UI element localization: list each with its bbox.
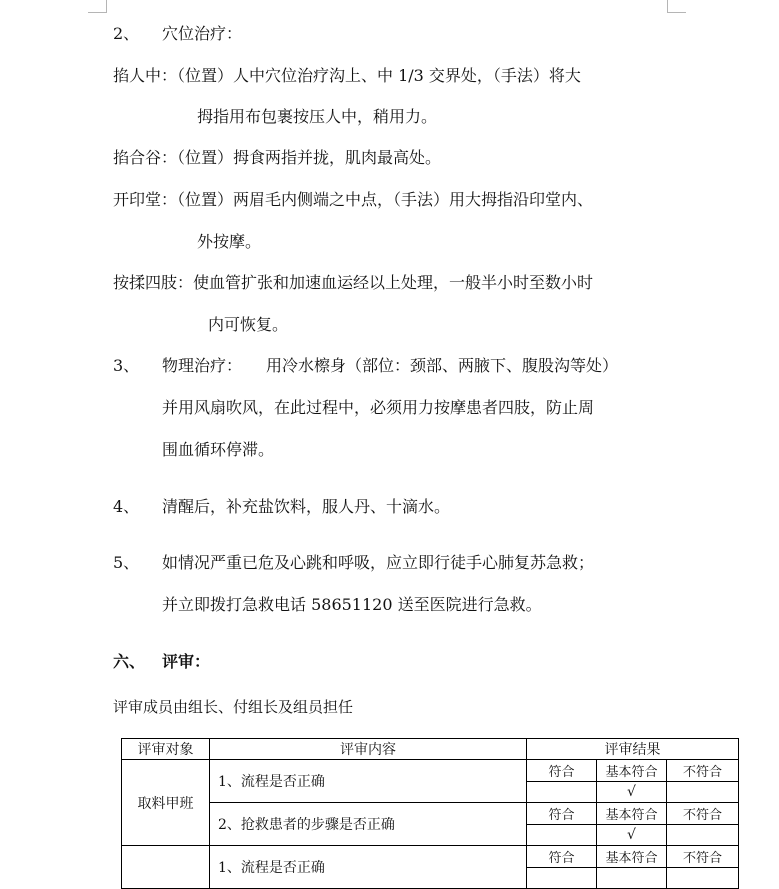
section-3-line-1: 物理治疗： 用冷水檫身（部位：颈部、两腋下、腹股沟等处）: [162, 356, 619, 375]
paragraph-yintang-2: 外按摩。: [197, 232, 262, 251]
mark-cell-basic: [597, 825, 667, 846]
mark-cell-basic: [597, 782, 667, 803]
heading-6-title: 评审：: [162, 652, 211, 671]
heading-6-number: 六、: [113, 652, 146, 671]
paragraph-renzhong-2: 拇指用布包裹按压人中，稍用力。: [197, 107, 438, 126]
section-4-number: 4、: [113, 497, 140, 516]
section-4-text: 清醒后，补充盐饮料，服人丹、十滴水。: [162, 497, 451, 516]
table-row: [122, 803, 739, 825]
check-mark: √: [627, 827, 636, 843]
review-table: [121, 738, 739, 889]
result-label-nonconform: 不符合: [667, 846, 739, 868]
check-mark: √: [627, 784, 636, 800]
object-cell-2: [122, 846, 210, 889]
mark-cell-nonconform: [667, 868, 739, 889]
result-label-nonconform: 不符合: [667, 760, 739, 782]
table-header-row: [122, 739, 739, 760]
result-label-conform: 符合: [527, 760, 597, 782]
paragraph-hegu: 掐合谷：（位置）拇食两指并拢，肌肉最高处。: [113, 148, 442, 167]
result-label-basic: 基本符合: [597, 846, 667, 868]
result-label-nonconform: 不符合: [667, 803, 739, 825]
mark-cell-nonconform: [667, 782, 739, 803]
section-3-number: 3、: [113, 356, 140, 375]
result-label-conform: 符合: [527, 803, 597, 825]
section-5-line-2: 并立即拨打急救电话 58651120 送至医院进行急救。: [162, 595, 542, 614]
section-5-line-1: 如情况严重已危及心跳和呼吸，应立即行徒手心肺复苏急救；: [162, 553, 595, 572]
page-corner-mark-right: [667, 0, 686, 13]
mark-cell-nonconform: [667, 825, 739, 846]
section-3-line-3: 围血循环停滞。: [162, 440, 275, 459]
paragraph-yintang-1: 开印堂：（位置）两眉毛内侧端之中点，（手法）用大拇指沿印堂内、: [113, 190, 594, 209]
table-row: [122, 846, 739, 868]
paragraph-renzhong-1: 掐人中：（位置）人中穴位治疗沟上、中 1/3 交界处，（手法）将大: [113, 66, 581, 85]
result-label-basic: 基本符合: [597, 803, 667, 825]
header-object: 评审对象: [122, 739, 210, 760]
result-label-conform: 符合: [527, 846, 597, 868]
object-cell: 取料甲班: [122, 760, 210, 846]
section-5-number: 5、: [113, 553, 140, 572]
paragraph-sizhi-2: 内可恢复。: [208, 315, 289, 334]
section-3-line-2: 并用风扇吹风，在此过程中，必须用力按摩患者四肢，防止周: [162, 398, 595, 417]
result-label-basic: 基本符合: [597, 760, 667, 782]
content-cell: 1、流程是否正确: [210, 846, 527, 889]
mark-cell-conform: [527, 868, 597, 889]
content-cell: 1、流程是否正确: [210, 760, 527, 803]
mark-cell-conform: [527, 825, 597, 846]
paragraph-sizhi-1: 按揉四肢：使血管扩张和加速血运经以上处理，一般半小时至数小时: [113, 273, 594, 292]
table-row: [122, 760, 739, 782]
review-note: 评审成员由组长、付组长及组员担任: [113, 698, 354, 716]
section-2-title: 穴位治疗：: [162, 24, 243, 43]
section-number: 2、: [113, 24, 140, 43]
mark-cell-basic: [597, 868, 667, 889]
header-result: 评审结果: [527, 739, 739, 760]
section-2-heading: [113, 23, 139, 45]
mark-cell-conform: [527, 782, 597, 803]
page-corner-mark-left: [88, 0, 107, 13]
content-cell: 2、抢救患者的步骤是否正确: [210, 803, 527, 846]
header-content: 评审内容: [210, 739, 527, 760]
